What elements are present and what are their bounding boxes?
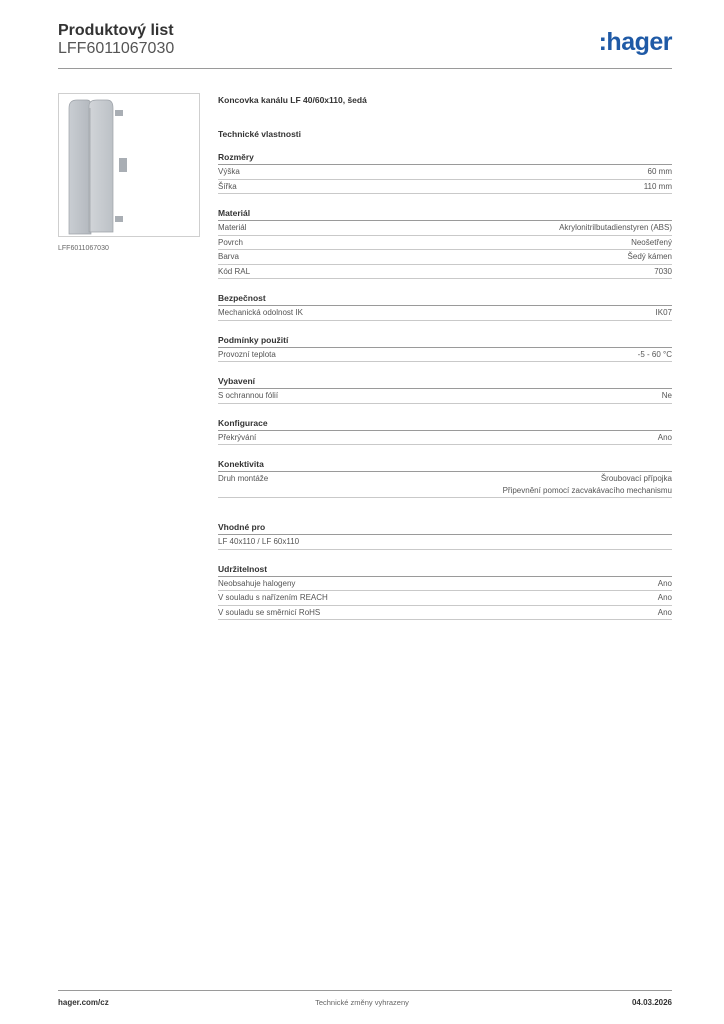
row-label: Povrch (218, 237, 243, 247)
section-connectivity (218, 459, 672, 498)
product-code: LFF6011067030 (58, 40, 175, 57)
row-label: Překrývání (218, 432, 257, 442)
section-suitable-for (218, 522, 672, 550)
row-value: 7030 (654, 266, 672, 276)
table-row (218, 306, 672, 321)
row-label: Materiál (218, 223, 247, 232)
row-label: Neobsahuje halogeny (218, 578, 296, 588)
table-row (218, 348, 672, 363)
row-label: Výška (218, 167, 240, 176)
end-cap-illustration (59, 94, 199, 236)
section-title: Udržitelnost (218, 564, 672, 577)
row-value: 110 mm (643, 181, 672, 191)
section-usage-conditions (218, 335, 672, 363)
section-dimensions (218, 152, 672, 194)
row-label: Druh montáže (218, 474, 269, 483)
section-title: Podmínky použití (218, 335, 672, 348)
section-title: Materiál (218, 208, 672, 221)
footer-date: 04.03.2026 (631, 998, 672, 1007)
row-label: S ochrannou fólií (218, 391, 279, 400)
row-value: Ano (657, 432, 672, 442)
section-title: Konfigurace (218, 418, 672, 431)
product-title: Koncovka kanálu LF 40/60x110, šedá (218, 95, 367, 105)
table-row (218, 250, 672, 265)
section-title: Vybavení (218, 376, 672, 389)
row-value: Šedý kámen (627, 252, 672, 261)
image-caption: LFF6011067030 (58, 245, 109, 252)
section-sustainability (218, 564, 672, 621)
table-row (218, 265, 672, 280)
table-row (218, 389, 672, 404)
table-row (218, 591, 672, 606)
section-title: Bezpečnost (218, 293, 672, 306)
row-value: Ano (657, 578, 672, 588)
section-title: Konektivita (218, 459, 672, 472)
row-value: Šroubovací přípojka (600, 474, 672, 483)
hager-logo: :hager (598, 28, 672, 56)
product-image (58, 93, 200, 237)
tech-properties-heading: Technické vlastnosti (218, 129, 301, 139)
table-row (218, 165, 672, 180)
table-row (218, 472, 672, 498)
row-value: Neošetřený (631, 237, 672, 247)
section-safety (218, 293, 672, 321)
table-row (218, 577, 672, 592)
website-link[interactable]: hager.com/cz (58, 998, 109, 1007)
row-value: IK07 (655, 308, 672, 317)
product-details (218, 95, 672, 620)
footer-note: Technické změny vyhrazeny (315, 998, 409, 1007)
row-label: V souladu se směrnicí RoHS (218, 607, 321, 617)
row-label: Kód RAL (218, 266, 251, 276)
table-row (218, 606, 672, 621)
row-value: Ano (657, 607, 672, 617)
row-label: Šířka (218, 181, 237, 191)
section-title: Vhodné pro (218, 522, 672, 535)
section-configuration (218, 418, 672, 446)
row-value: Ano (657, 593, 672, 602)
table-row (218, 180, 672, 195)
footer-divider (58, 990, 672, 991)
table-row (218, 221, 672, 236)
row-value: -5 - 60 °C (637, 349, 672, 359)
row-label: Barva (218, 252, 239, 261)
row-value: 60 mm (647, 167, 672, 176)
row-label: Mechanická odolnost IK (218, 308, 303, 317)
row-value: Ne (661, 391, 672, 400)
section-title: Rozměry (218, 152, 672, 165)
row-value: Akrylonitrilbutadienstyren (ABS) (559, 223, 672, 232)
page-title: Produktový list (58, 22, 174, 39)
section-equipment (218, 376, 672, 404)
row-label: Provozní teplota (218, 349, 276, 359)
row-value-secondary: Připevnění pomocí zacvakávacího mechanismu (502, 485, 672, 495)
section-material (218, 208, 672, 279)
row-label: V souladu s nařízením REACH (218, 593, 328, 602)
table-row (218, 236, 672, 251)
table-row (218, 535, 672, 550)
row-label: LF 40x110 / LF 60x110 (218, 537, 300, 546)
table-row (218, 431, 672, 446)
header-divider (58, 68, 672, 69)
